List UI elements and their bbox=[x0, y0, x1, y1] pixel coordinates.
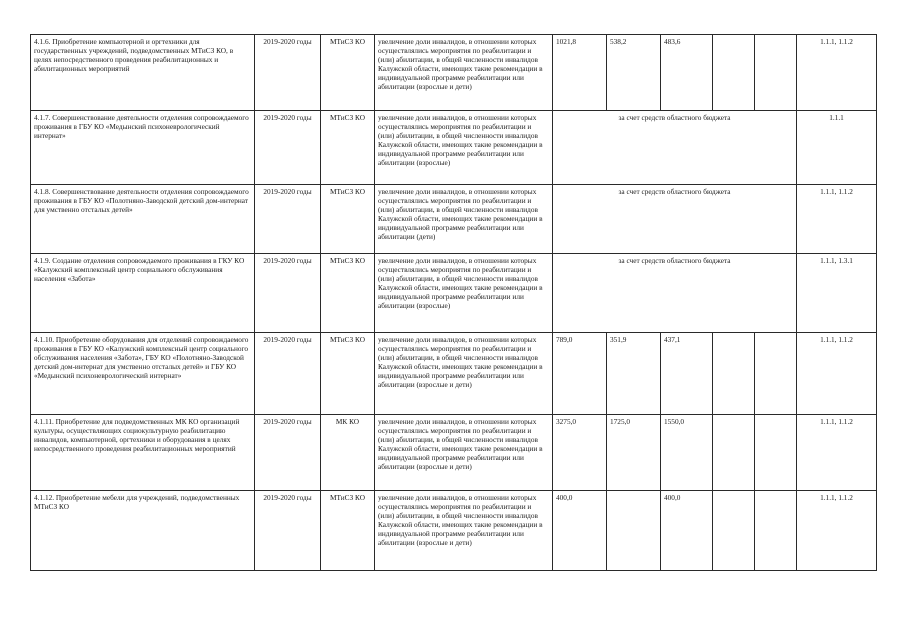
measure-period: 2019-2020 годы bbox=[255, 185, 321, 254]
measure-period: 2019-2020 годы bbox=[255, 333, 321, 415]
indicator-links: 1.1.1 bbox=[797, 111, 877, 185]
funding-2020: 483,6 bbox=[661, 35, 713, 111]
measure-result: увеличение доли инвалидов, в отношении которых осуществлялись мероприятия по реабилитации и (или) абилитации, в общей численности инвалидов Калужской области, имеющих такие рекомендации в индивидуальной программе реабилитации или абилитации (взрослые) bbox=[375, 254, 553, 333]
measure-result: увеличение доли инвалидов, в отношении которых осуществлялись мероприятия по реабилитации и (или) абилитации, в общей численности инвалидов Калужской области, имеющих такие рекомендации в индивидуальной программе реабилитации или абилитации (взрослые) bbox=[375, 111, 553, 185]
funding-2019: 351,9 bbox=[607, 333, 661, 415]
funding-2019: 1725,0 bbox=[607, 415, 661, 491]
table-row bbox=[31, 254, 877, 333]
measure-name: 4.1.8. Совершенствование деятельности отделения сопровождаемого проживания в ГБУ КО «Полотняно-Заводской детский дом-интернат для умственно отсталых детей» bbox=[31, 185, 255, 254]
measure-executor: МТиСЗ КО bbox=[321, 35, 375, 111]
empty-cell bbox=[755, 491, 797, 571]
empty-cell bbox=[713, 491, 755, 571]
measure-executor: МТиСЗ КО bbox=[321, 254, 375, 333]
funding-2020: 400,0 bbox=[661, 491, 713, 571]
funding-2020: 1550,0 bbox=[661, 415, 713, 491]
table-row bbox=[31, 111, 877, 185]
measure-result: увеличение доли инвалидов, в отношении которых осуществлялись мероприятия по реабилитации и (или) абилитации, в общей численности инвалидов Калужской области, имеющих такие рекомендации в индивидуальной программе реабилитации или абилитации (взрослые и дети) bbox=[375, 35, 553, 111]
measure-name: 4.1.12. Приобретение мебели для учреждений, подведомственных МТиСЗ КО bbox=[31, 491, 255, 571]
measure-executor: МТиСЗ КО bbox=[321, 333, 375, 415]
measure-executor: МТиСЗ КО bbox=[321, 491, 375, 571]
empty-cell bbox=[713, 333, 755, 415]
empty-cell bbox=[755, 35, 797, 111]
measure-period: 2019-2020 годы bbox=[255, 35, 321, 111]
table-row bbox=[31, 415, 877, 491]
measure-name: 4.1.10. Приобретение оборудования для отделений сопровождаемого проживания в ГБУ КО «Калужский комплексный центр социального обслуживания населения «Забота», ГБУ КО «Полотняно-Заводской детский дом-интернат для умственно отсталых детей» и ГБУ КО «Медынский психоневрологический интернат» bbox=[31, 333, 255, 415]
table-row bbox=[31, 185, 877, 254]
measure-result: увеличение доли инвалидов, в отношении которых осуществлялись мероприятия по реабилитации и (или) абилитации, в общей численности инвалидов Калужской области, имеющих такие рекомендации в индивидуальной программе реабилитации или абилитации (взрослые и дети) bbox=[375, 333, 553, 415]
indicator-links: 1.1.1, 1.1.2 bbox=[797, 185, 877, 254]
measure-result: увеличение доли инвалидов, в отношении которых осуществлялись мероприятия по реабилитации и (или) абилитации, в общей численности инвалидов Калужской области, имеющих такие рекомендации в индивидуальной программе реабилитации или абилитации (дети) bbox=[375, 185, 553, 254]
funding-total: 789,0 bbox=[553, 333, 607, 415]
empty-cell bbox=[755, 415, 797, 491]
funding-2019: 538,2 bbox=[607, 35, 661, 111]
funding-total: 1021,8 bbox=[553, 35, 607, 111]
indicator-links: 1.1.1, 1.3.1 bbox=[797, 254, 877, 333]
indicator-links: 1.1.1, 1.1.2 bbox=[797, 35, 877, 111]
empty-cell bbox=[713, 35, 755, 111]
indicator-links: 1.1.1, 1.1.2 bbox=[797, 415, 877, 491]
measure-period: 2019-2020 годы bbox=[255, 415, 321, 491]
table-row bbox=[31, 491, 877, 571]
indicator-links: 1.1.1, 1.1.2 bbox=[797, 333, 877, 415]
table-row bbox=[31, 333, 877, 415]
funding-total: 400,0 bbox=[553, 491, 607, 571]
measure-result: увеличение доли инвалидов, в отношении которых осуществлялись мероприятия по реабилитации и (или) абилитации, в общей численности инвалидов Калужской области, имеющих такие рекомендации в индивидуальной программе реабилитации или абилитации (взрослые и дети) bbox=[375, 415, 553, 491]
funding-note: за счет средств областного бюджета bbox=[553, 111, 797, 185]
funding-total: 3275,0 bbox=[553, 415, 607, 491]
measure-period: 2019-2020 годы bbox=[255, 254, 321, 333]
funding-note: за счет средств областного бюджета bbox=[553, 254, 797, 333]
program-measures-table bbox=[30, 34, 877, 571]
funding-note: за счет средств областного бюджета bbox=[553, 185, 797, 254]
measure-period: 2019-2020 годы bbox=[255, 111, 321, 185]
measure-executor: МТиСЗ КО bbox=[321, 111, 375, 185]
measure-name: 4.1.7. Совершенствование деятельности отделения сопровождаемого проживания в ГБУ КО «Медынский психоневрологический интернат» bbox=[31, 111, 255, 185]
measure-result: увеличение доли инвалидов, в отношении которых осуществлялись мероприятия по реабилитации и (или) абилитации, в общей численности инвалидов Калужской области, имеющих такие рекомендации в индивидуальной программе реабилитации или абилитации (взрослые и дети) bbox=[375, 491, 553, 571]
measure-name: 4.1.6. Приобретение компьютерной и оргтехники для государственных учреждений, подведомственных МТиСЗ КО, в целях непосредственного проведения реабилитационных и абилитационных мероприятий bbox=[31, 35, 255, 111]
empty-cell bbox=[755, 333, 797, 415]
indicator-links: 1.1.1, 1.1.2 bbox=[797, 491, 877, 571]
measure-period: 2019-2020 годы bbox=[255, 491, 321, 571]
funding-2019 bbox=[607, 491, 661, 571]
measure-executor: МТиСЗ КО bbox=[321, 185, 375, 254]
empty-cell bbox=[713, 415, 755, 491]
table-row bbox=[31, 35, 877, 111]
measure-name: 4.1.9. Создание отделения сопровождаемого проживания в ГКУ КО «Калужский комплексный центр социального обслуживания населения «Забота» bbox=[31, 254, 255, 333]
funding-2020: 437,1 bbox=[661, 333, 713, 415]
measure-name: 4.1.11. Приобретение для подведомственных МК КО организаций культуры, осуществляющих социокультурную реабилитацию инвалидов, компьютерной, оргтехники и оборудования в целях непосредственного проведения реабилитационных мероприятий bbox=[31, 415, 255, 491]
measure-executor: МК КО bbox=[321, 415, 375, 491]
